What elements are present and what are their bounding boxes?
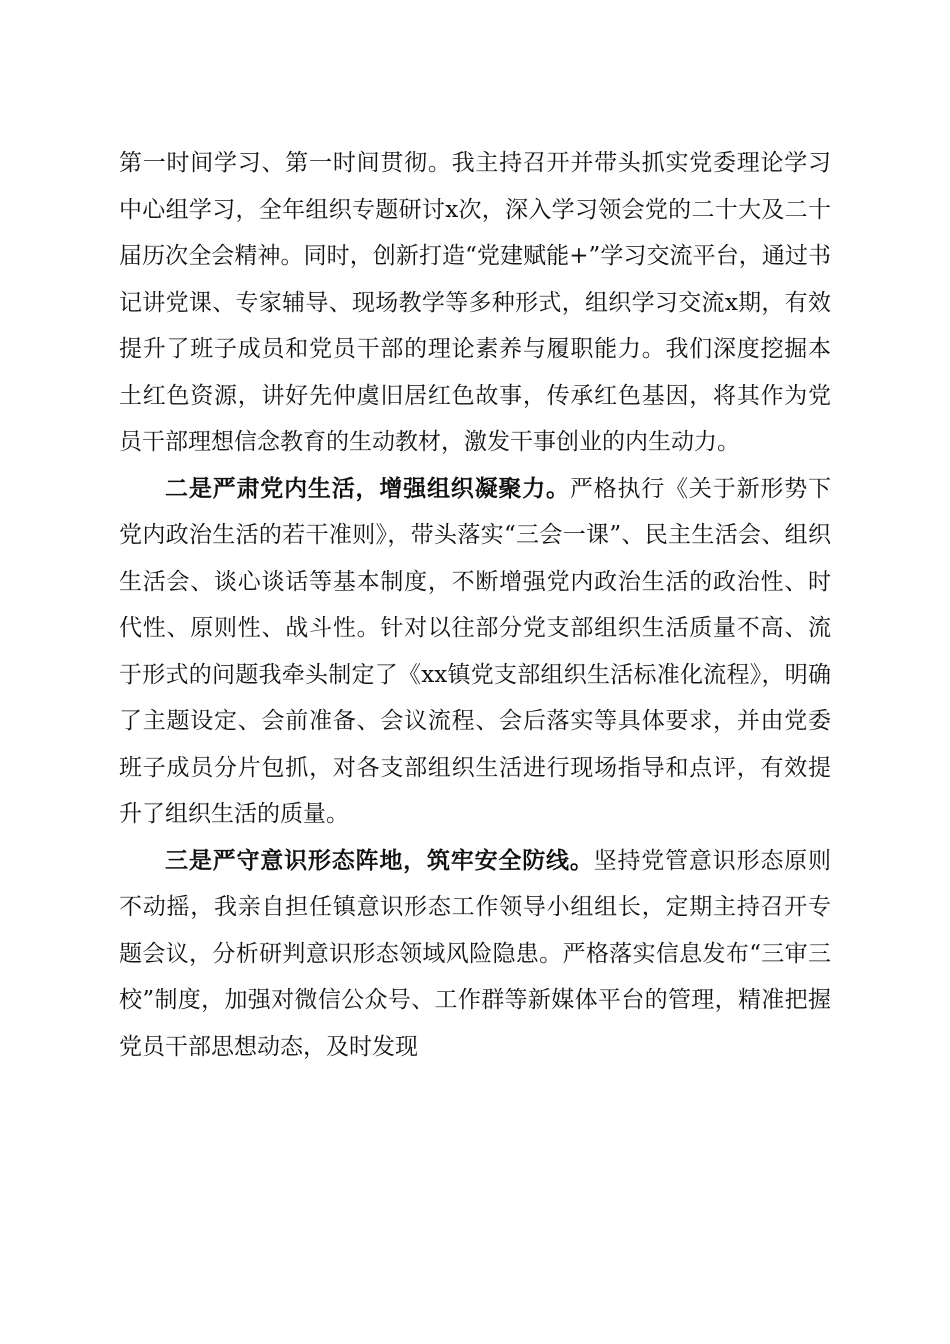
paragraph-3-text: 坚持党管意识形态原则不动摇，我亲自担任镇意识形态工作领导小组组长，定期主持召开专题会议，分析研判意识形态领域风险隐患。严格落实信息发布“三审三校”制度，加强对微信公众号、工作群等新媒体平台的管理，精准把握党员干部思想动态，及时发现 xyxy=(119,847,832,1060)
paragraph-3-heading: 三是严守意识形态阵地，筑牢安全防线。 xyxy=(165,846,594,874)
paragraph-3 xyxy=(119,838,831,1071)
paragraph-2-text: 严格执行《关于新形势下党内政治生活的若干准则》，带头落实“三会一课”、民主生活会、组织生活会、谈心谈话等基本制度，不断增强党内政治生活的政治性、时代性、原则性、战斗性。针对以往部分党支部组织生活质量不高、流于形式的问题我牵头制定了《xx镇党支部组织生活标准化流程》，明确了主题设定、会前准备、会议流程、会后落实等具体要求，并由党委班子成员分片包抓，对各支部组织生活进行现场指导和点评，有效提升了组织生活的质量。 xyxy=(119,475,832,827)
paragraph-2 xyxy=(119,466,831,838)
paragraph-1-text: 第一时间学习、第一时间贯彻。我主持召开并带头抓实党委理论学习中心组学习，全年组织专题研讨x次，深入学习领会党的二十大及二十届历次全会精神。同时，创新打造“党建赋能+”学习交流平台，通过书记讲党课、专家辅导、现场教学等多种形式，组织学习交流x期，有效提升了班子成员和党员干部的理论素养与履职能力。我们深度挖掘本土红色资源，讲好先仲虞旧居红色故事，传承红色基因，将其作为党员干部理想信念教育的生动教材，激发干事创业的内生动力。 xyxy=(119,150,831,455)
document-body xyxy=(119,140,831,1070)
paragraph-1 xyxy=(119,140,831,466)
paragraph-2-heading: 二是严肃党内生活，增强组织凝聚力。 xyxy=(165,474,570,502)
